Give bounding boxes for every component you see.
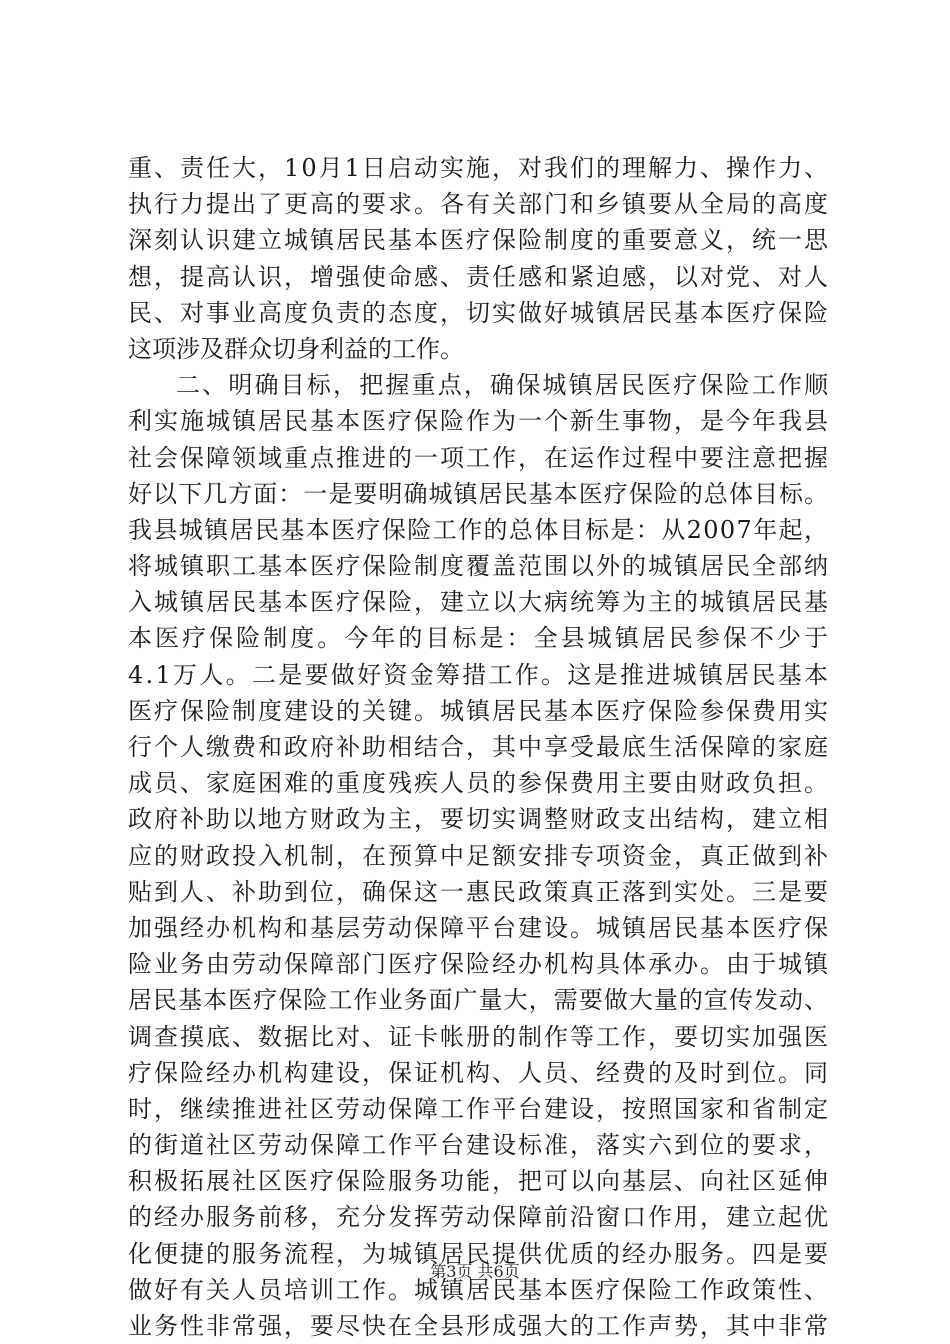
- text-line: 利实施城镇居民基本医疗保险作为一个新生事物，是今年我县: [128, 407, 830, 436]
- text-line: 社会保障领域重点推进的一项工作，在运作过程中要注意把握: [128, 443, 830, 472]
- body-text: [128, 150, 832, 1344]
- text-line: 化便捷的服务流程，为城镇居民提供优质的经办服务。四是要: [128, 1239, 830, 1268]
- text-line: 险业务由劳动保障部门医疗保险经办机构具体承办。由于城镇: [128, 950, 830, 979]
- text-line: 调查摸底、数据比对、证卡帐册的制作等工作，要切实加强医: [128, 1022, 830, 1051]
- text-line: 我县城镇居民基本医疗保险工作的总体目标是：从2007年起，: [128, 515, 830, 544]
- text-line: 民、对事业高度负责的态度，切实做好城镇居民基本医疗保险: [128, 298, 830, 327]
- text-line: 居民基本医疗保险工作业务面广量大，需要做大量的宣传发动、: [128, 986, 830, 1015]
- page-number: 第3页 共6页: [430, 1262, 520, 1281]
- section-heading-line: 二、明确目标，把握重点，确保城镇居民医疗保险工作顺: [176, 371, 831, 400]
- text-line: 重、责任大，10月1日启动实施，对我们的理解力、操作力、: [128, 154, 831, 182]
- text-line: 将城镇职工基本医疗保险制度覆盖范围以外的城镇居民全部纳: [128, 552, 830, 581]
- text-line: 深刻认识建立城镇居民基本医疗保险制度的重要意义，统一思: [128, 226, 830, 255]
- text-line: 业务性非常强，要尽快在全县形成强大的工作声势，其中非常: [128, 1312, 830, 1340]
- text-line: 医疗保险制度建设的关键。城镇居民基本医疗保险参保费用实: [128, 696, 830, 725]
- text-line: 4.1万人。二是要做好资金筹措工作。这是推进城镇居民基本: [128, 660, 831, 689]
- text-line: 好以下几方面：一是要明确城镇居民基本医疗保险的总体目标。: [128, 479, 830, 508]
- text-line: 本医疗保险制度。今年的目标是：全县城镇居民参保不少于: [128, 624, 832, 653]
- text-line: 入城镇居民基本医疗保险，建立以大病统筹为主的城镇居民基: [128, 588, 830, 617]
- text-line: 时，继续推进社区劳动保障工作平台建设，按照国家和省制定: [128, 1094, 830, 1123]
- text-line: 成员、家庭困难的重度残疾人员的参保费用主要由财政负担。: [128, 769, 830, 798]
- text-line: 的经办服务前移，充分发挥劳动保障前沿窗口作用，建立起优: [128, 1203, 830, 1232]
- text-line: 这项涉及群众切身利益的工作。: [128, 334, 464, 363]
- text-line: 贴到人、补助到位，确保这一惠民政策真正落到实处。三是要: [128, 877, 830, 906]
- text-line: 的街道社区劳动保障工作平台建设标准，落实六到位的要求，: [128, 1131, 830, 1160]
- text-line: 做好有关人员培训工作。城镇居民基本医疗保险工作政策性、: [128, 1275, 830, 1304]
- page-footer: [0, 1262, 950, 1282]
- text-line: 疗保险经办机构建设，保证机构、人员、经费的及时到位。同: [128, 1058, 830, 1087]
- text-line: 执行力提出了更高的要求。各有关部门和乡镇要从全局的高度: [128, 190, 830, 219]
- text-line: 积极拓展社区医疗保险服务功能，把可以向基层、向社区延伸: [128, 1167, 830, 1196]
- text-line: 政府补助以地方财政为主，要切实调整财政支出结构，建立相: [128, 805, 830, 834]
- text-line: 加强经办机构和基层劳动保障平台建设。城镇居民基本医疗保: [128, 913, 830, 942]
- text-line: 想，提高认识，增强使命感、责任感和紧迫感，以对党、对人: [128, 262, 830, 291]
- text-line: 行个人缴费和政府补助相结合，其中享受最底生活保障的家庭: [128, 733, 830, 761]
- text-line: 应的财政投入机制，在预算中足额安排专项资金，真正做到补: [128, 841, 830, 870]
